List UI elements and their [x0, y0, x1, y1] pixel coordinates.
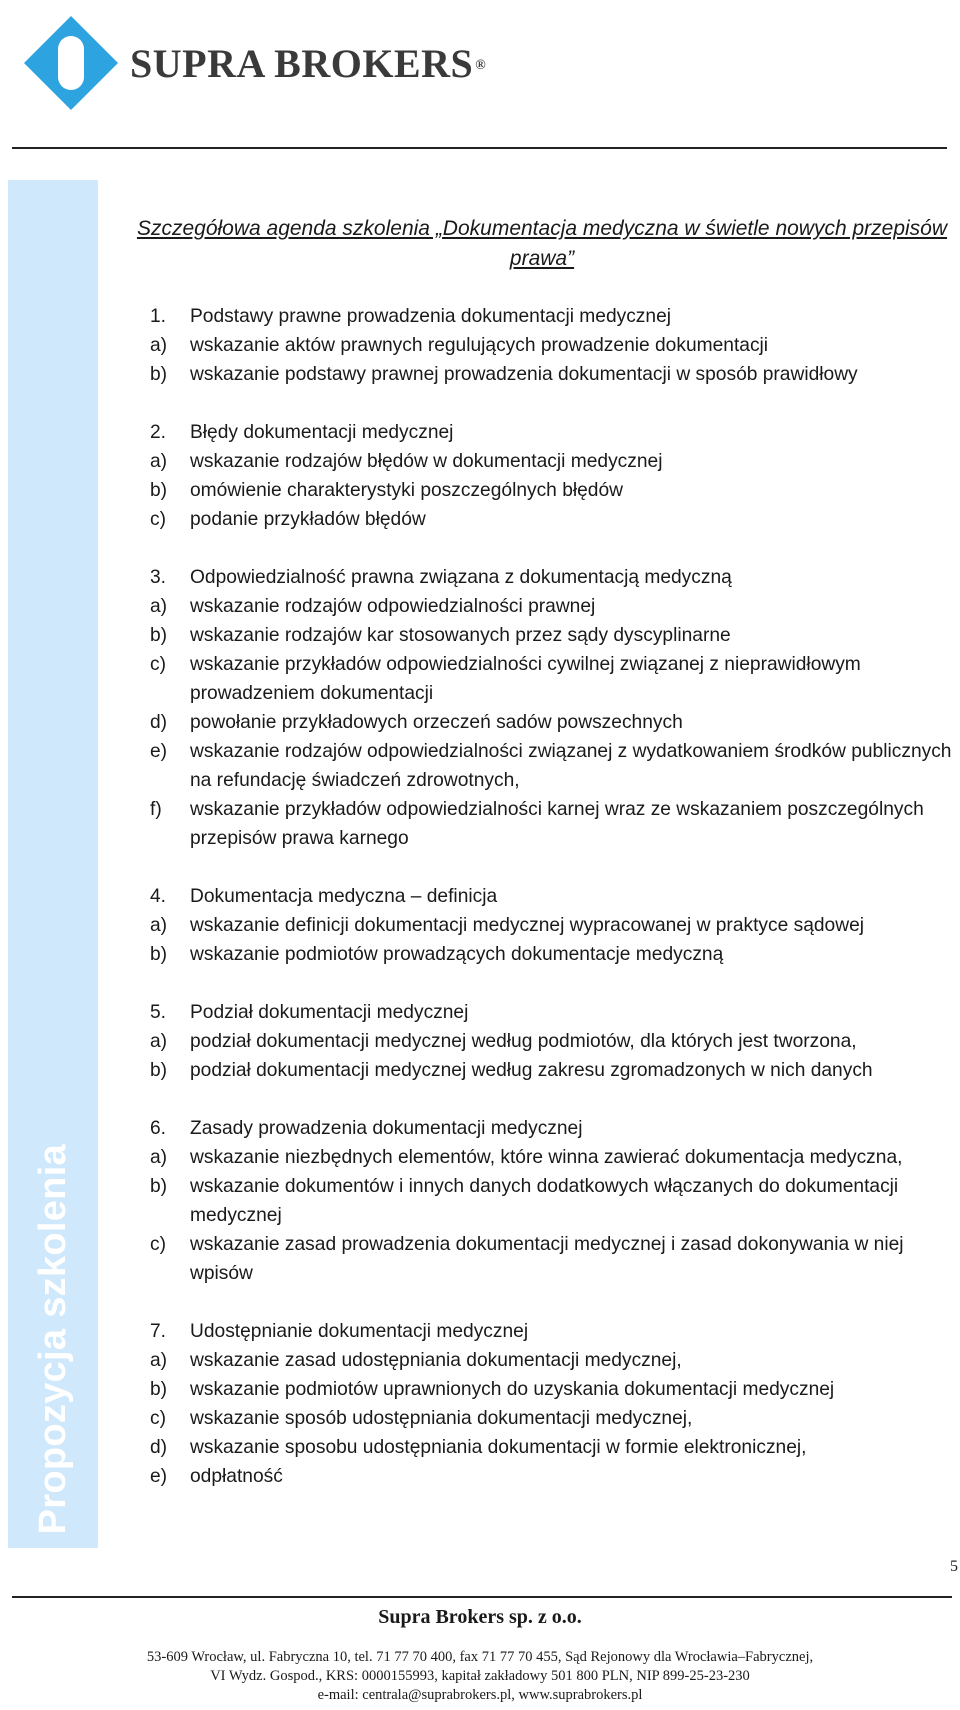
item-text: wskazanie definicji dokumentacji medycznej wypracowanej w praktyce sądowej: [190, 915, 865, 936]
list-item: [150, 795, 960, 853]
item-text: wskazanie przykładów odpowiedzialności karnej wraz ze wskazaniem poszczególnych przepisów prawa karnego: [190, 799, 924, 849]
logo-mark-icon: [22, 14, 120, 112]
list-item: [150, 360, 960, 389]
list-item: [150, 708, 960, 737]
list-item: [150, 1027, 960, 1056]
list-item: [150, 650, 960, 708]
list-item: [150, 621, 960, 650]
item-marker: c): [150, 1408, 166, 1429]
section-heading: [150, 418, 960, 447]
list-item: [150, 505, 960, 534]
list-item: [150, 1172, 960, 1230]
footer-address: 53-609 Wrocław, ul. Fabryczna 10, tel. 71 77 70 400, fax 71 77 70 455, Sąd Rejonowy dla Wrocławia–Fabrycznej,: [146, 1649, 814, 1665]
section-title: Podstawy prawne prowadzenia dokumentacji medycznej: [190, 306, 672, 327]
list-item: [150, 940, 960, 969]
list-item: [150, 1143, 960, 1172]
list-item: [150, 911, 960, 940]
item-marker: e): [150, 741, 168, 762]
footer-registry: VI Wydz. Gospod., KRS: 0000155993, kapitał zakładowy 501 800 PLN, NIP 899-25-23-230: [210, 1668, 750, 1684]
item-text: wskazanie rodzajów błędów w dokumentacji medycznej: [190, 451, 663, 472]
item-text: podanie przykładów błędów: [190, 509, 426, 530]
item-text: wskazanie rodzajów odpowiedzialności związanej z wydatkowaniem środków publicznych na refundację świadczeń zdrowotnych,: [190, 741, 952, 791]
list-item: [150, 1346, 960, 1375]
section-title: Błędy dokumentacji medycznej: [190, 422, 454, 443]
item-marker: b): [150, 1176, 168, 1197]
item-marker: b): [150, 480, 168, 501]
list-item: [150, 1462, 960, 1491]
item-marker: d): [150, 712, 168, 733]
section-heading: [150, 563, 960, 592]
section-number: 7.: [150, 1321, 167, 1342]
section-title: Dokumentacja medyczna – definicja: [190, 886, 498, 907]
list-item: [150, 592, 960, 621]
item-text: wskazanie rodzajów kar stosowanych przez sądy dyscyplinarne: [190, 625, 731, 646]
section-title: Udostępnianie dokumentacji medycznej: [190, 1321, 529, 1342]
section-number: 4.: [150, 886, 167, 907]
brand-name-text: SUPRA BROKERS: [130, 41, 474, 86]
agenda-section-3: [150, 563, 960, 853]
list-item: [150, 737, 960, 795]
header-divider: [12, 147, 947, 149]
item-text: wskazanie rodzajów odpowiedzialności prawnej: [190, 596, 596, 617]
item-text: wskazanie przykładów odpowiedzialności cywilnej związanej z nieprawidłowym prowadzeniem dokumentacji: [190, 654, 861, 704]
agenda-section-7: [150, 1317, 960, 1491]
section-number: 3.: [150, 567, 167, 588]
item-text: odpłatność: [190, 1466, 283, 1487]
item-text: podział dokumentacji medycznej według zakresu zgromadzonych w nich danych: [190, 1060, 873, 1081]
sidebar-band: [8, 180, 98, 1548]
item-text: wskazanie podstawy prawnej prowadzenia dokumentacji w sposób prawidłowy: [190, 364, 858, 385]
brand-name: [130, 40, 486, 88]
item-text: podział dokumentacji medycznej według podmiotów, dla których jest tworzona,: [190, 1031, 857, 1052]
section-title: Odpowiedzialność prawna związana z dokumentacją medyczną: [190, 567, 732, 588]
item-marker: b): [150, 364, 168, 385]
section-heading: [150, 998, 960, 1027]
sidebar-label: Propozycja szkolenia: [31, 1143, 74, 1534]
item-text: wskazanie zasad prowadzenia dokumentacji medycznej i zasad dokonywania w niej wpisów: [190, 1234, 904, 1284]
section-number: 6.: [150, 1118, 167, 1139]
list-item: [150, 1056, 960, 1085]
item-marker: a): [150, 1350, 168, 1371]
item-text: wskazanie niezbędnych elementów, które winna zawierać dokumentacja medyczna,: [190, 1147, 903, 1168]
agenda-section-6: [150, 1114, 960, 1288]
item-marker: b): [150, 944, 168, 965]
item-text: wskazanie podmiotów prowadzących dokumentacje medyczną: [190, 944, 724, 965]
section-heading: [150, 1317, 960, 1346]
footer-details: [0, 1648, 960, 1705]
item-marker: c): [150, 1234, 166, 1255]
list-item: [150, 1230, 960, 1288]
logo-diamond-icon: [22, 14, 120, 112]
registered-mark: ®: [475, 58, 487, 73]
list-item: [150, 476, 960, 505]
section-number: 5.: [150, 1002, 167, 1023]
agenda-section-1: [150, 302, 960, 389]
item-marker: a): [150, 596, 168, 617]
section-heading: [150, 302, 960, 331]
item-text: wskazanie dokumentów i innych danych dodatkowych włączanych do dokumentacji medycznej: [190, 1176, 899, 1226]
item-text: wskazanie aktów prawnych regulujących prowadzenie dokumentacji: [190, 335, 769, 356]
item-marker: b): [150, 1060, 168, 1081]
footer-divider: [12, 1596, 952, 1598]
list-item: [150, 1375, 960, 1404]
section-title: Zasady prowadzenia dokumentacji medycznej: [190, 1118, 583, 1139]
item-text: omówienie charakterystyki poszczególnych błędów: [190, 480, 623, 501]
agenda-section-5: [150, 998, 960, 1085]
section-number: 1.: [150, 306, 167, 327]
list-item: [150, 331, 960, 360]
item-marker: a): [150, 915, 168, 936]
item-marker: d): [150, 1437, 168, 1458]
item-text: wskazanie podmiotów uprawnionych do uzyskania dokumentacji medycznej: [190, 1379, 835, 1400]
list-item: [150, 447, 960, 476]
item-text: wskazanie zasad udostępniania dokumentacji medycznej,: [190, 1350, 682, 1371]
list-item: [150, 1433, 960, 1462]
agenda-section-2: [150, 418, 960, 534]
page-number: 5: [950, 1558, 958, 1575]
item-marker: f): [150, 799, 162, 820]
item-text: powołanie przykładowych orzeczeń sadów powszechnych: [190, 712, 683, 733]
item-marker: b): [150, 1379, 168, 1400]
footer-contact: e-mail: centrala@suprabrokers.pl, www.suprabrokers.pl: [317, 1687, 643, 1703]
agenda-title: Szczegółowa agenda szkolenia „Dokumentacja medyczna w świetle nowych przepisów prawa”: [136, 217, 948, 270]
item-text: wskazanie sposobu udostępniania dokumentacji w formie elektronicznej,: [190, 1437, 807, 1458]
item-marker: c): [150, 654, 166, 675]
footer-company: Supra Brokers sp. z o.o.: [378, 1606, 582, 1628]
section-number: 2.: [150, 422, 167, 443]
item-marker: a): [150, 335, 168, 356]
item-marker: e): [150, 1466, 168, 1487]
item-text: wskazanie sposób udostępniania dokumentacji medycznej,: [190, 1408, 693, 1429]
section-title: Podział dokumentacji medycznej: [190, 1002, 469, 1023]
section-heading: [150, 1114, 960, 1143]
item-marker: a): [150, 451, 168, 472]
item-marker: b): [150, 625, 168, 646]
list-item: [150, 1404, 960, 1433]
agenda-section-4: [150, 882, 960, 969]
item-marker: c): [150, 509, 166, 530]
sidebar-label-wrap: [8, 194, 98, 1534]
agenda-list: [150, 302, 960, 1520]
section-heading: [150, 882, 960, 911]
item-marker: a): [150, 1147, 168, 1168]
item-marker: a): [150, 1031, 168, 1052]
